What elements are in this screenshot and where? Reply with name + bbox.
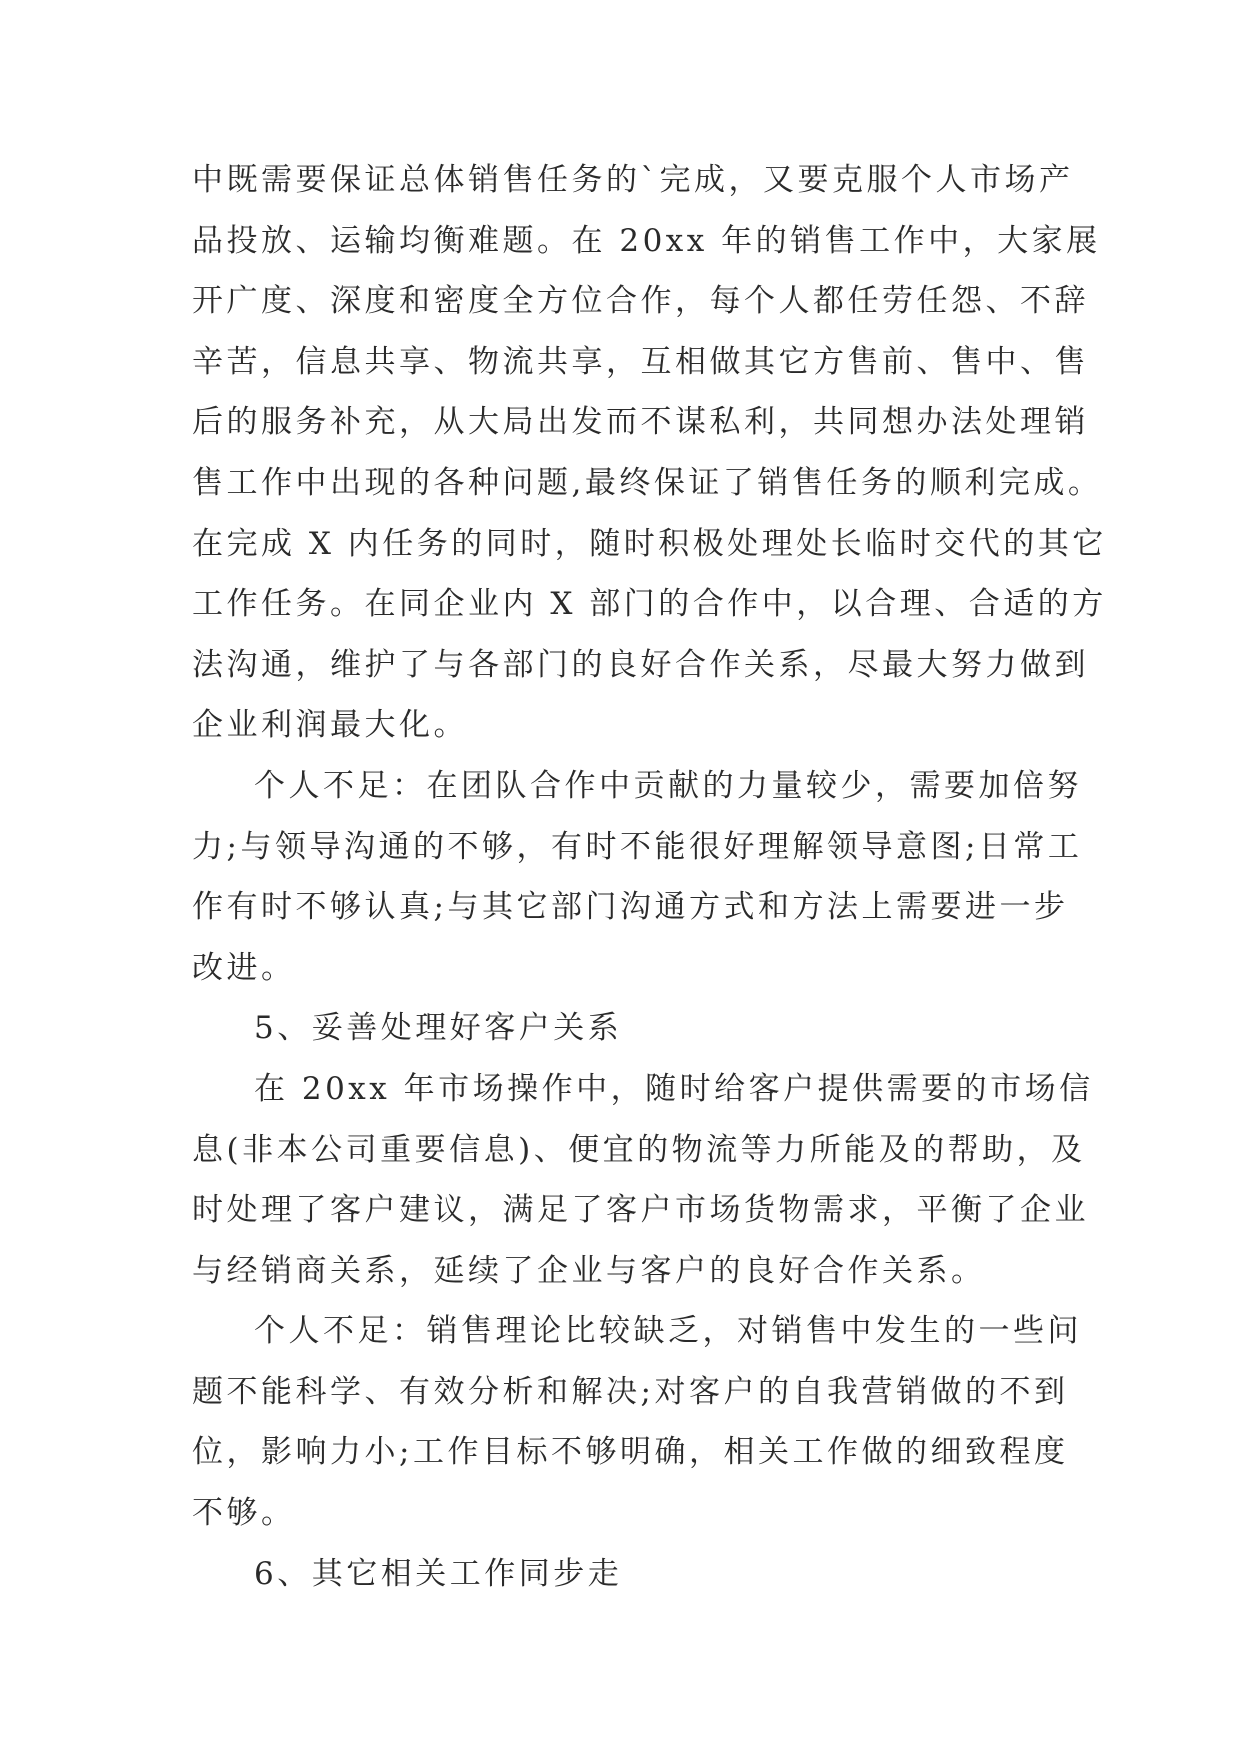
text-line: 力;与领导沟通的不够，有时不能很好理解领导意图;日常工 xyxy=(192,828,1083,865)
paragraph-p2 xyxy=(192,756,1083,998)
text-line: 息(非本公司重要信息)、便宜的物流等力所能及的帮助，及 xyxy=(192,1131,1086,1168)
text-line: 后的服务补充，从大局出发而不谋私利，共同想办法处理销 xyxy=(192,404,1089,441)
paragraph-p1 xyxy=(192,150,1107,756)
text-line: 企业利润最大化。 xyxy=(192,707,468,744)
text-line: 售工作中出现的各种问题,最终保证了销售任务的顺利完成。 xyxy=(192,464,1103,501)
text-line: 位，影响力小;工作目标不够明确，相关工作做的细致程度 xyxy=(192,1434,1069,1471)
text-line: 品投放、运输均衡难题。在 20xx 年的销售工作中，大家展 xyxy=(192,222,1101,259)
text-line: 辛苦，信息共享、物流共享，互相做其它方售前、售中、售 xyxy=(192,343,1089,380)
text-line: 工作任务。在同企业内 X 部门的合作中，以合理、合适的方 xyxy=(192,586,1107,623)
text-line: 时处理了客户建议，满足了客户市场货物需求，平衡了企业 xyxy=(192,1192,1089,1229)
text-line: 5、妥善处理好客户关系 xyxy=(254,1010,623,1047)
paragraph-p5 xyxy=(192,1301,1082,1543)
text-line: 在 20xx 年市场操作中，随时给客户提供需要的市场信 xyxy=(254,1070,1094,1107)
text-line: 个人不足：在团队合作中贡献的力量较少，需要加倍努 xyxy=(254,767,1082,804)
text-line: 与经销商关系，延续了企业与客户的良好合作关系。 xyxy=(192,1252,986,1289)
text-line: 题不能科学、有效分析和解决;对客户的自我营销做的不到 xyxy=(192,1373,1069,1410)
text-line: 个人不足：销售理论比较缺乏，对销售中发生的一些问 xyxy=(254,1313,1082,1350)
text-line: 开广度、深度和密度全方位合作，每个人都任劳任怨、不辞 xyxy=(192,283,1089,320)
text-line: 法沟通，维护了与各部门的良好合作关系，尽最大努力做到 xyxy=(192,646,1089,683)
text-line: 6、其它相关工作同步走 xyxy=(254,1555,623,1592)
text-line: 改进。 xyxy=(192,949,296,986)
paragraph-p3 xyxy=(192,998,1052,1059)
text-line: 中既需要保证总体销售任务的`完成，又要克服个人市场产 xyxy=(192,162,1074,198)
text-line: 作有时不够认真;与其它部门沟通方式和方法上需要进一步 xyxy=(192,889,1069,926)
paragraph-p6 xyxy=(192,1544,1052,1605)
text-line: 不够。 xyxy=(192,1495,296,1532)
text-line: 在完成 X 内任务的同时，随时积极处理处长临时交代的其它 xyxy=(192,525,1107,562)
document-body xyxy=(192,150,1107,1604)
paragraph-p4 xyxy=(192,1059,1094,1301)
